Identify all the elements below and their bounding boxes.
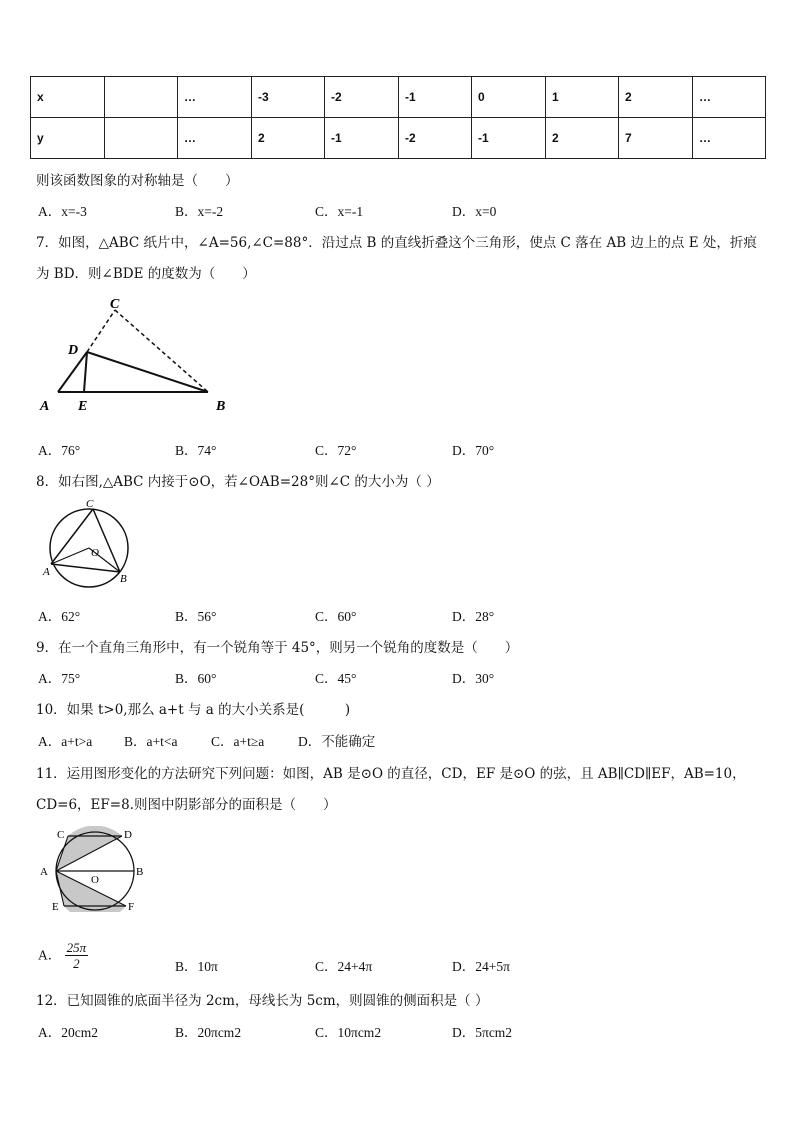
table-cell: -3 bbox=[252, 77, 325, 118]
table-cell: … bbox=[178, 118, 252, 159]
value-table bbox=[30, 76, 766, 159]
q11-label-e: E bbox=[52, 901, 59, 912]
table-cell: 2 bbox=[252, 118, 325, 159]
q11-option-a-numerator: 25π bbox=[66, 940, 87, 955]
table-cell: 7 bbox=[619, 118, 693, 159]
q7-prompt-line1: 7．如图，△ABC 纸片中，∠A=56,∠C=88°．沿过点 B 的直线折叠这个三角形，使点 C 落在 AB 边上的点 E 处，折痕 bbox=[36, 235, 757, 251]
q11-label-b: B bbox=[136, 866, 144, 878]
q6-option-d: D．x=0 bbox=[452, 204, 497, 219]
table-cell bbox=[105, 118, 178, 159]
q11-circle-figure bbox=[36, 826, 148, 912]
table-cell: -2 bbox=[399, 118, 472, 159]
q9-option-c: C．45° bbox=[315, 671, 357, 686]
q7-triangle-figure bbox=[30, 292, 250, 417]
table-cell: x bbox=[31, 77, 105, 118]
q7-label-d: D bbox=[68, 343, 79, 358]
q9-prompt: 9．在一个直角三角形中，有一个锐角等于 45°，则另一个锐角的度数是（ ） bbox=[36, 640, 519, 656]
q10-option-a: A．a+t>a bbox=[38, 734, 93, 749]
q8-circle-figure bbox=[38, 496, 138, 588]
table-cell: 0 bbox=[472, 77, 546, 118]
q6-option-c: C．x=-1 bbox=[315, 204, 364, 219]
q11-option-c: C．24+4π bbox=[315, 959, 373, 974]
table-row-y bbox=[31, 118, 766, 159]
table-cell: -1 bbox=[399, 77, 472, 118]
q11-label-f: F bbox=[128, 901, 135, 912]
q11-option-a-prefix: A． bbox=[38, 947, 62, 963]
q11-label-a: A bbox=[40, 866, 48, 878]
q11-prompt-line1: 11．运用图形变化的方法研究下列问题：如图，AB 是⊙O 的直径，CD，EF 是⊙O 的弦，且 AB∥CD∥EF，AB=10， bbox=[36, 766, 746, 782]
table-cell bbox=[105, 77, 178, 118]
q10-option-b: B．a+t<a bbox=[124, 734, 178, 749]
q9-option-d: D．30° bbox=[452, 671, 495, 686]
q7-label-a: A bbox=[40, 399, 50, 414]
q6-option-b: B．x=-2 bbox=[175, 204, 224, 219]
table-cell: -1 bbox=[325, 118, 399, 159]
table-cell: 2 bbox=[546, 118, 619, 159]
q7-label-c: C bbox=[110, 297, 120, 312]
table-cell: -2 bbox=[325, 77, 399, 118]
q11-option-b: B．10π bbox=[175, 959, 218, 974]
q11-label-c: C bbox=[57, 829, 65, 841]
q12-option-a: A．20cm2 bbox=[38, 1025, 98, 1040]
q11-option-a-fraction bbox=[65, 940, 89, 971]
q11-label-d: D bbox=[124, 829, 132, 841]
q8-label-c: C bbox=[86, 498, 94, 510]
table-cell: y bbox=[31, 118, 105, 159]
q8-option-a: A．62° bbox=[38, 609, 81, 624]
q9-option-a: A．75° bbox=[38, 671, 81, 686]
q9-option-b: B．60° bbox=[175, 671, 217, 686]
table-cell: 1 bbox=[546, 77, 619, 118]
q7-label-e: E bbox=[78, 399, 88, 414]
q12-prompt: 12．已知圆锥的底面半径为 2cm，母线长为 5cm，则圆锥的侧面积是（ ） bbox=[36, 993, 489, 1009]
q12-option-c: C．10πcm2 bbox=[315, 1025, 382, 1040]
table-row-x bbox=[31, 77, 766, 118]
q8-label-o: O bbox=[91, 547, 99, 559]
q6-option-a: A．x=-3 bbox=[38, 204, 87, 219]
q7-option-c: C．72° bbox=[315, 443, 357, 458]
q10-prompt: 10．如果 t>0,那么 a+t 与 a 的大小关系是( ) bbox=[36, 702, 351, 718]
q10-option-d: D．不能确定 bbox=[298, 734, 376, 749]
q8-label-a: A bbox=[43, 566, 50, 578]
q8-option-c: C．60° bbox=[315, 609, 357, 624]
table-cell: 2 bbox=[619, 77, 693, 118]
q11-label-o: O bbox=[91, 874, 99, 886]
q11-prompt-line2: CD=6，EF=8.则图中阴影部分的面积是（ ） bbox=[36, 797, 337, 813]
q6-prompt: 则该函数图象的对称轴是（ ） bbox=[36, 173, 239, 189]
q12-option-b: B．20πcm2 bbox=[175, 1025, 242, 1040]
q10-option-c: C．a+t≥a bbox=[211, 734, 265, 749]
table-cell: … bbox=[693, 118, 766, 159]
q8-option-b: B．56° bbox=[175, 609, 217, 624]
q7-option-a: A．76° bbox=[38, 443, 81, 458]
table-cell: -1 bbox=[472, 118, 546, 159]
q11-option-d: D．24+5π bbox=[452, 959, 510, 974]
q8-label-b: B bbox=[120, 573, 127, 585]
q12-option-d: D．5πcm2 bbox=[452, 1025, 513, 1040]
q7-label-b: B bbox=[216, 399, 226, 414]
q7-option-d: D．70° bbox=[452, 443, 495, 458]
q11-option-a-denominator: 2 bbox=[73, 956, 80, 971]
table-cell: … bbox=[693, 77, 766, 118]
table-cell: … bbox=[178, 77, 252, 118]
q8-option-d: D．28° bbox=[452, 609, 495, 624]
q11-option-a bbox=[38, 942, 88, 971]
q7-prompt-line2: 为 BD．则∠BDE 的度数为（ ） bbox=[36, 266, 256, 282]
q7-option-b: B．74° bbox=[175, 443, 217, 458]
q8-prompt: 8．如右图,△ABC 内接于⊙O，若∠OAB=28°则∠C 的大小为（ ） bbox=[36, 474, 440, 490]
